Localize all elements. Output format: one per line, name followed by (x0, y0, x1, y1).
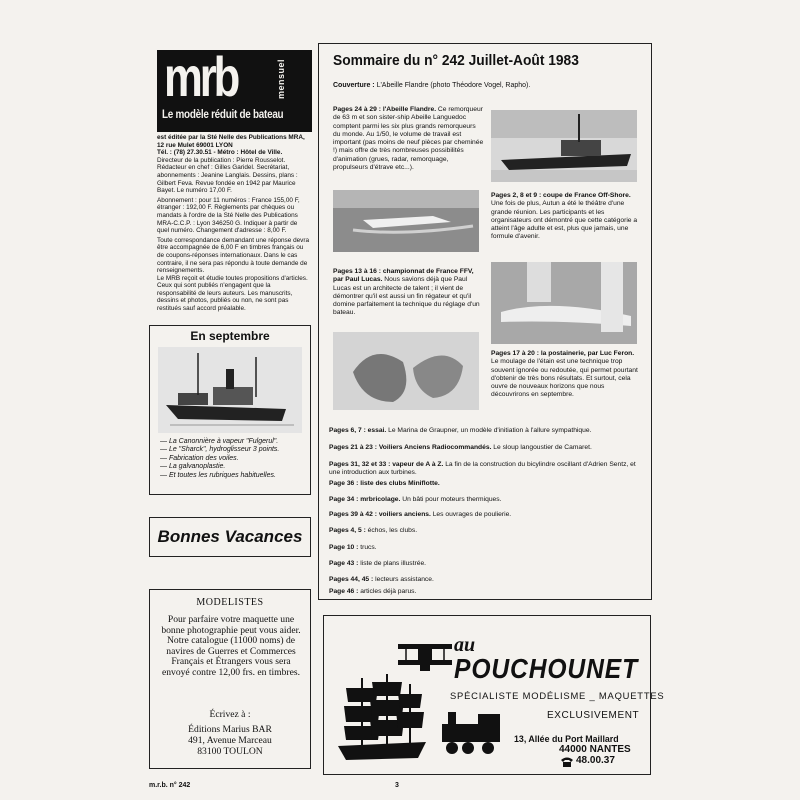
list-item (329, 480, 645, 488)
list-item (329, 427, 645, 435)
item-heading: Pages 13 à 16 : championnat de France FFV, par Paul Lucas. (333, 268, 474, 284)
list-item: — Fabrication des voiles. (160, 454, 239, 462)
editorial-info (157, 134, 310, 313)
list-item (329, 576, 645, 584)
item-heading: Pages 31, 32 et 33 : vapeur de A à Z. (329, 461, 444, 468)
list-item (329, 496, 645, 504)
item-heading: Page 34 : mrbricolage. (329, 496, 401, 503)
list-item: — Et toutes les rubriques habituelles. (160, 471, 276, 479)
list-item: — La galvanoplastie. (160, 463, 226, 471)
list-item: — La Canonnière à vapeur "Fulgerul". (160, 438, 279, 445)
item-text: Le Marina de Graupner, un modèle d'initiation à l'allure sympathique. (386, 427, 592, 434)
couverture-label: Couverture : (333, 82, 375, 89)
sommaire-item-postainerie (491, 350, 643, 400)
item-text: articles déjà parus. (358, 588, 417, 595)
list-item (329, 588, 645, 596)
item-text: La fin de la construction du bicylindre oscillant d'Adrien Sentz, et une introduction aux turbines. (329, 461, 636, 477)
masthead-subtitle: Le modèle réduit de bateau (162, 109, 284, 121)
modelistes-address (150, 724, 310, 757)
tugboat-photo (491, 110, 637, 182)
item-text: Le moulage de l'étain est une technique trop souvent ignorée ou redoutée, qui permet pourtant d'obtenir de très bons résultats. Et surtout, cela ouvre de nouveaux horizons que nous découvrirons en septembre. (491, 358, 638, 399)
item-heading: Page 43 : (329, 560, 359, 567)
sommaire-item-offshore (491, 192, 643, 242)
item-heading: Pages 44, 45 : (329, 576, 374, 583)
advert-telephone: 48.00.37 (576, 755, 615, 766)
publisher-line: est éditée par la Sté Nelle des Publications MRA, 12 rue Mulet 69001 LYON (157, 134, 305, 149)
item-text: lecteurs assistance. (373, 576, 434, 583)
sommaire-item-abeille (333, 106, 485, 172)
sommaire-title: Sommaire du n° 242 Juillet-Août 1983 (333, 53, 579, 69)
modelistes-box (149, 589, 311, 769)
list-item (329, 461, 645, 478)
page-number: 3 (395, 782, 399, 789)
list-item (329, 560, 645, 568)
mensuel-label: mensuel (276, 59, 286, 100)
item-heading: Page 36 : liste des clubs Miniflotte. (329, 480, 440, 487)
locomotive-icon (438, 708, 504, 756)
item-heading: Pages 4, 5 : (329, 527, 366, 534)
item-text: Ce remorqueur de 63 m et son sister-ship Abeille Languedoc comptent parmi les six plus grands remorqueurs du monde. Au 1/50, le volume de travail est important (pas moins de neuf pièces par cheminée !) mais offre de très nombreuses possibilités d'animation (grues, radar, remorquage, propulseurs d'étrave etc...). (333, 106, 484, 172)
modelistes-ecrivez: Écrivez à : (209, 709, 251, 720)
modelistes-text: Pour parfaire votre maquette une bonne photographie peut vous aider. Notre catalogue (11000 noms) de navires de Guerres et Commerces Français et Étrangers vous sera envoyé contre 12,00 frs. en timbres. (161, 614, 301, 678)
address-line: 491, Avenue Marceau (188, 735, 272, 746)
item-heading: Pages 2, 8 et 9 : coupe de France Off-Shore. (491, 192, 631, 199)
advert-au: au (454, 634, 476, 656)
list-item (329, 444, 645, 452)
offshore-boat-photo (333, 190, 479, 252)
item-heading: Page 10 : (329, 544, 359, 551)
vacances-text: Bonnes Vacances (157, 527, 303, 546)
sommaire-item-championnat (333, 268, 485, 318)
item-text: Une fois de plus, Autun a été le théâtre d'une grande réunion. Les participants et les organisateurs ont démontré que cette catégorie a atteint l'âge adulte et est, plus que jamais, une formule d'avenir. (491, 200, 638, 241)
item-heading: Page 46 : (329, 588, 359, 595)
item-text: Nous savions déjà que Paul Lucas est un architecte de talent ; il vient de démontrer qu'il est aussi un fin régateur et qu'il domine parfaitement la technique du réglage d'un bateau. (333, 276, 480, 317)
advert-address: 13, Allée du Port Maillard (514, 734, 619, 745)
item-text: Les ouvrages de poulierie. (430, 511, 512, 518)
item-text: liste de plans illustrée. (358, 560, 427, 567)
list-item (329, 544, 645, 552)
list-item (329, 527, 645, 535)
staff-paragraph: Directeur de la publication : Pierre Rousselot. Rédacteur en chef : Gilles Garidel. Secrétariat, abonnements : Jeanine Langlais. Dessins, plans : Gilbert Feva. Revue fondée en 1942 par Maurice Bayet. Le numéro 17,00 F. (157, 156, 298, 195)
articles-paragraph: Le MRB reçoit et étudie toutes propositions d'articles. Ceux qui sont publiés n'engagent que la responsabilité de leurs auteurs. Les manuscrits, dessins et photos, publiés ou non, ne sont pas restitués sauf accord préalable. (157, 274, 308, 313)
advert-shop-name: POUCHOUNET (454, 653, 639, 684)
list-item (329, 511, 645, 519)
vacances-box (149, 517, 311, 557)
advert-exclusive: EXCLUSIVEMENT (547, 710, 640, 721)
item-heading: Pages 39 à 42 : voiliers anciens. (329, 511, 431, 518)
september-box (149, 325, 311, 495)
september-title: En septembre (190, 329, 270, 343)
item-text: échos, les clubs. (365, 527, 418, 534)
sailing-ship-icon (332, 668, 432, 768)
couverture-text: L'Abeille Flandre (photo Théodore Vogel, Rapho). (374, 82, 531, 89)
advert-specialty: SPÉCIALISTE MODÉLISME _ MAQUETTES (450, 690, 665, 701)
sailboat-photo (491, 262, 637, 344)
address-line: Éditions Marius BAR (188, 724, 272, 735)
phone-line: Tél. : (78) 27.30.51 - Métro : Hôtel de Ville. (157, 149, 283, 157)
item-text: Le sloup langoustier de Camaret. (491, 444, 592, 451)
telephone-icon (560, 755, 574, 767)
item-heading: Pages 17 à 20 : la postainerie, par Luc Feron. (491, 350, 635, 357)
gunboat-photo (158, 347, 302, 433)
item-heading: Pages 21 à 23 : Voiliers Anciens Radiocommandés. (329, 444, 492, 451)
september-list (160, 438, 308, 480)
sommaire-box (318, 43, 652, 600)
pewter-figure-photo (333, 332, 479, 410)
item-heading: Pages 6, 7 : essai. (329, 427, 387, 434)
item-text: Un bâti pour moteurs thermiques. (400, 496, 502, 503)
address-line: 83100 TOULON (197, 746, 263, 757)
modelistes-title: MODELISTES (196, 597, 264, 608)
footer-issue: m.r.b. n° 242 (149, 782, 191, 789)
pouchounet-advert (323, 615, 665, 775)
couverture-line (333, 82, 643, 91)
correspondence-paragraph: Toute correspondance demandant une réponse devra être accompagnée de 6,00 F en timbres français ou de coupons-réponses internationaux. Dans le cas contraire, il ne sera pas répondu à toute demande de renseignements. (157, 236, 310, 275)
biplane-icon (396, 638, 454, 674)
item-text: trucs. (358, 544, 377, 551)
list-item: — Le "Sharck", hydroglisseur 3 points. (160, 446, 280, 454)
subscription-paragraph: Abonnement : pour 11 numéros : France 155,00 F, étranger : 192,00 F. Règlements par chèques ou mandats à l'ordre de la Sté Nelle des Publications MRA-C.C.P. : Lyon 346250 G. Indiquer à partir de quel numéro. Changement d'adresse : 8,00 F. (157, 196, 300, 235)
item-heading: Pages 24 à 29 : l'Abeille Flandre. (333, 106, 437, 113)
masthead (157, 45, 312, 132)
mrb-logo: mrb (164, 45, 238, 108)
advert-city: 44000 NANTES (559, 744, 631, 755)
